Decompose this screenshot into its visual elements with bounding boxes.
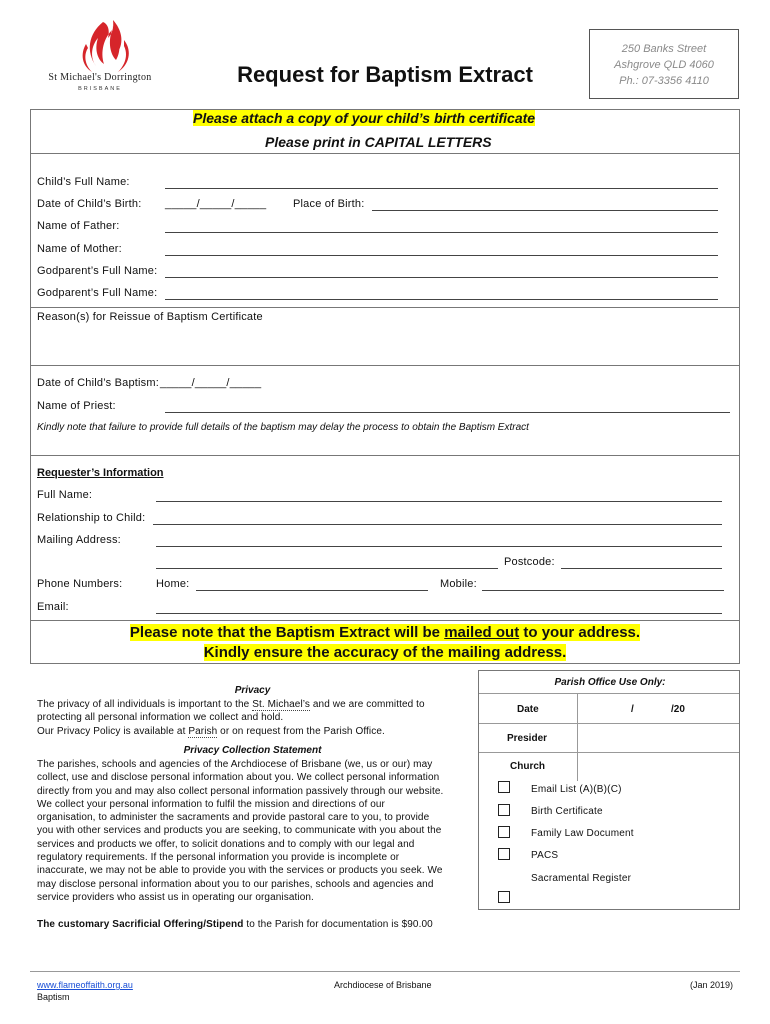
checklist-sacramental-register: Sacramental Register	[531, 873, 632, 884]
office-date-label: Date	[517, 704, 539, 715]
capital-letters-notice: Please print in CAPITAL LETTERS	[265, 134, 492, 150]
mail-notice-mailed: mailed out	[444, 624, 520, 641]
privacy-heading: Privacy	[234, 685, 271, 696]
checkbox-email-list[interactable]	[498, 781, 510, 793]
offering-rest: to the Parish for documentation is $90.00	[243, 919, 433, 930]
office-date-row	[479, 693, 739, 723]
godparent2-field[interactable]	[165, 299, 718, 300]
privacy-intro	[37, 698, 477, 738]
privacy-line-2: protecting all personal information we collect and hold.	[37, 712, 284, 724]
statement-line: regulatory requirements. If the personal information you provide is incomplete or	[37, 852, 400, 864]
footer-baptism: Baptism	[37, 992, 70, 1002]
logo-subtitle: BRISBANE	[78, 86, 122, 92]
checklist-email-list: Email List (A)(B)(C)	[531, 784, 622, 795]
mother-name-label: Name of Mother:	[37, 243, 122, 255]
office-presider-label: Presider	[507, 733, 548, 744]
checkbox-family-law[interactable]	[498, 826, 510, 838]
checkbox-sacramental-register[interactable]	[498, 891, 510, 903]
checkbox-pacs[interactable]	[498, 848, 510, 860]
mail-divider	[30, 620, 740, 621]
home-phone-label: Home:	[156, 578, 190, 590]
statement-line: you with other services and products you are seeking, to communicate with you about the	[37, 825, 442, 837]
relationship-label: Relationship to Child:	[37, 512, 146, 524]
footer-website-link[interactable]: www.flameoffaith.org.au	[37, 980, 133, 990]
child-full-name-label: Child’s Full Name:	[37, 176, 130, 188]
mailing-address-field-1[interactable]	[156, 546, 722, 547]
checklist-birth-certificate: Birth Certificate	[531, 806, 603, 817]
baptism-note: Kindly note that failure to provide full details of the baptism may delay the process to obtain the Baptism Extract	[37, 422, 529, 433]
statement-line: The parishes, schools and agencies of the Archdiocese of Brisbane (we, us or our) may	[37, 759, 433, 770]
address-box	[589, 29, 739, 99]
statement-line: services and products we offer, to solicit donations and to comply with our legal and	[37, 838, 415, 850]
requester-full-name-label: Full Name:	[37, 489, 93, 501]
offering-bold: The customary Sacrificial Offering/Stipend	[37, 919, 244, 930]
footer-date: (Jan 2019)	[690, 980, 734, 990]
priest-label: Name of Priest:	[37, 400, 116, 412]
postcode-label: Postcode:	[504, 556, 555, 568]
privacy-line-3: Our Privacy Policy is available at Parish or on request from the Parish Office.	[37, 725, 385, 737]
relationship-field[interactable]	[153, 524, 722, 525]
place-of-birth-label: Place of Birth:	[293, 198, 365, 210]
home-phone-field[interactable]	[196, 590, 428, 591]
mailed-out-notice	[30, 624, 740, 641]
statement-line: may disclose personal information about you to our parishes, schools and agencies and	[37, 878, 434, 890]
birth-certificate-notice: Please attach a copy of your child’s birth certificate	[193, 110, 536, 126]
godparent1-field[interactable]	[165, 277, 718, 278]
office-date-divider	[577, 694, 578, 723]
phone-numbers-label: Phone Numbers:	[37, 578, 123, 590]
mail-notice-post: to your address.	[519, 624, 641, 641]
page-title: Request for Baptism Extract	[237, 62, 533, 87]
address-suburb: Ashgrove QLD 4060	[614, 59, 714, 71]
reasons-divider-top	[30, 307, 740, 308]
logo-wordmark: St Michael's Dorrington	[48, 72, 152, 83]
email-field[interactable]	[156, 613, 722, 614]
baptism-date-field[interactable]: _____/_____/_____	[160, 377, 262, 389]
accuracy-notice	[30, 644, 740, 661]
office-church-row	[479, 752, 739, 781]
mobile-phone-field[interactable]	[482, 590, 724, 591]
checklist-pacs: PACS	[531, 850, 559, 861]
office-presider-row	[479, 723, 739, 752]
address-phone: Ph.: 07-3356 4110	[619, 75, 709, 87]
godparent2-label: Godparent’s Full Name:	[37, 287, 158, 299]
child-dob-field[interactable]: _____/_____/_____	[165, 198, 267, 210]
office-date-year: /20	[671, 704, 685, 715]
reasons-label: Reason(s) for Reissue of Baptism Certificate	[37, 311, 263, 323]
privacy-statement	[37, 758, 477, 904]
father-name-label: Name of Father:	[37, 220, 120, 232]
office-church-label: Church	[510, 761, 545, 772]
place-of-birth-field[interactable]	[372, 210, 718, 211]
offering-note	[37, 918, 433, 931]
banner-divider	[30, 153, 740, 154]
privacy-line-1: The privacy of all individuals is important to the St. Michael’s and we are committed to	[37, 699, 425, 710]
godparent1-label: Godparent’s Full Name:	[37, 265, 158, 277]
mail-notice-pre: Please note that the Baptism Extract will be	[129, 624, 445, 641]
statement-line: We collect your personal information to fulfil the mission and directions of our	[37, 798, 385, 810]
office-presider-divider	[577, 724, 578, 752]
checkbox-birth-certificate[interactable]	[498, 804, 510, 816]
baptism-date-label: Date of Child’s Baptism:	[37, 377, 159, 389]
address-street: 250 Banks Street	[621, 43, 707, 55]
footer-archdiocese: Archdiocese of Brisbane	[334, 980, 432, 990]
checklist-family-law: Family Law Document	[531, 828, 634, 839]
requester-divider	[30, 455, 740, 456]
statement-line: collect, use and disclose personal information about you. We collect personal information	[37, 772, 440, 784]
accuracy-notice-text: Kindly ensure the accuracy of the mailing address.	[203, 644, 567, 661]
reasons-field[interactable]	[31, 326, 739, 364]
mother-name-field[interactable]	[165, 255, 718, 256]
statement-line: service providers who assist us in operating our organisation.	[37, 891, 314, 903]
office-church-divider	[577, 753, 578, 781]
office-date-slash: /	[631, 704, 634, 715]
mobile-phone-label: Mobile:	[440, 578, 477, 590]
privacy-statement-heading: Privacy Collection Statement	[183, 745, 322, 756]
reasons-divider-bottom	[30, 365, 740, 366]
requester-heading: Requester’s Information	[37, 467, 164, 479]
mailing-address-field-2[interactable]	[156, 568, 498, 569]
requester-full-name-field[interactable]	[156, 501, 722, 502]
email-label: Email:	[37, 601, 69, 613]
priest-field[interactable]	[165, 412, 730, 413]
postcode-field[interactable]	[561, 568, 722, 569]
father-name-field[interactable]	[165, 232, 718, 233]
statement-line: organisation, to administer the sacraments and provide pastoral care to you, to provide	[37, 812, 430, 824]
child-full-name-field[interactable]	[165, 188, 718, 189]
footer-divider	[30, 971, 740, 972]
statement-line: inaccurate, we may not be able to provide you with the services or products you seek. We	[37, 865, 443, 877]
child-dob-label: Date of Child’s Birth:	[37, 198, 142, 210]
office-heading: Parish Office Use Only:	[554, 677, 666, 688]
statement-line: directly from you and may also collect personal information passively through our website.	[37, 785, 444, 797]
mailing-address-label: Mailing Address:	[37, 534, 121, 546]
